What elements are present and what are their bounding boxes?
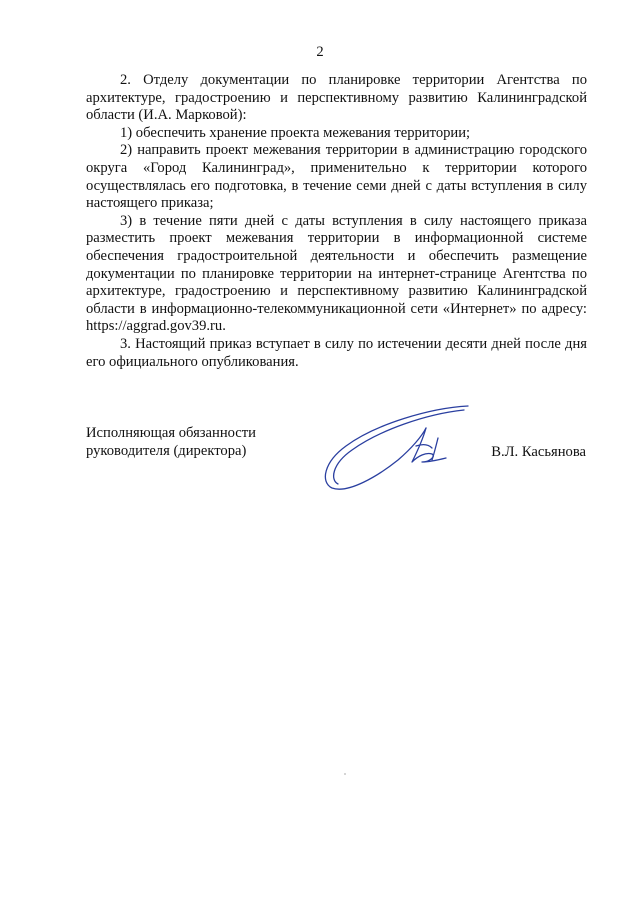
paragraph-subitem-1: 1) обеспечить хранение проекта межевания территории; (120, 124, 471, 141)
paragraph-item-3: 3. Настоящий приказ вступает в силу по истечении десяти дней после дня его официального опубликования. (86, 335, 587, 370)
handwritten-signature (318, 402, 474, 494)
paragraph-item-2: 2. Отделу документации по планировке территории Агентства по архитектуре, градостроению и перспективному развитию Калининградской области (И.А. Марковой): (86, 72, 587, 124)
signatory-position-line1: Исполняющая обязанности (86, 425, 256, 441)
page-number: 2 (316, 44, 324, 60)
paragraph-subitem-3: 3) в течение пяти дней с даты вступления в силу настоящего приказа разместить проект межевания территории в информационной системе обеспечения градостроительной деятельности и обеспечить размещение документации по планировке территории на интернет-странице Агентства по архитектуре, градостроению и перспективному развитию Калининградской области в информационно-телекоммуникационной сети «Интернет» по адресу: https://aggrad.gov39.ru. (86, 212, 587, 335)
document-body (86, 72, 587, 371)
signatory-position-line2: руководителя (директора) (86, 443, 247, 459)
scan-speck (344, 773, 346, 775)
paragraph-subitem-2: 2) направить проект межевания территории в администрацию городского округа «Город Калининград», применительно к территории которого осуществлялась его подготовка, в течение семи дней с даты вступления в силу настоящего приказа; (86, 142, 587, 212)
signatory-position (86, 424, 256, 460)
signatory-name: В.Л. Касьянова (491, 444, 586, 460)
